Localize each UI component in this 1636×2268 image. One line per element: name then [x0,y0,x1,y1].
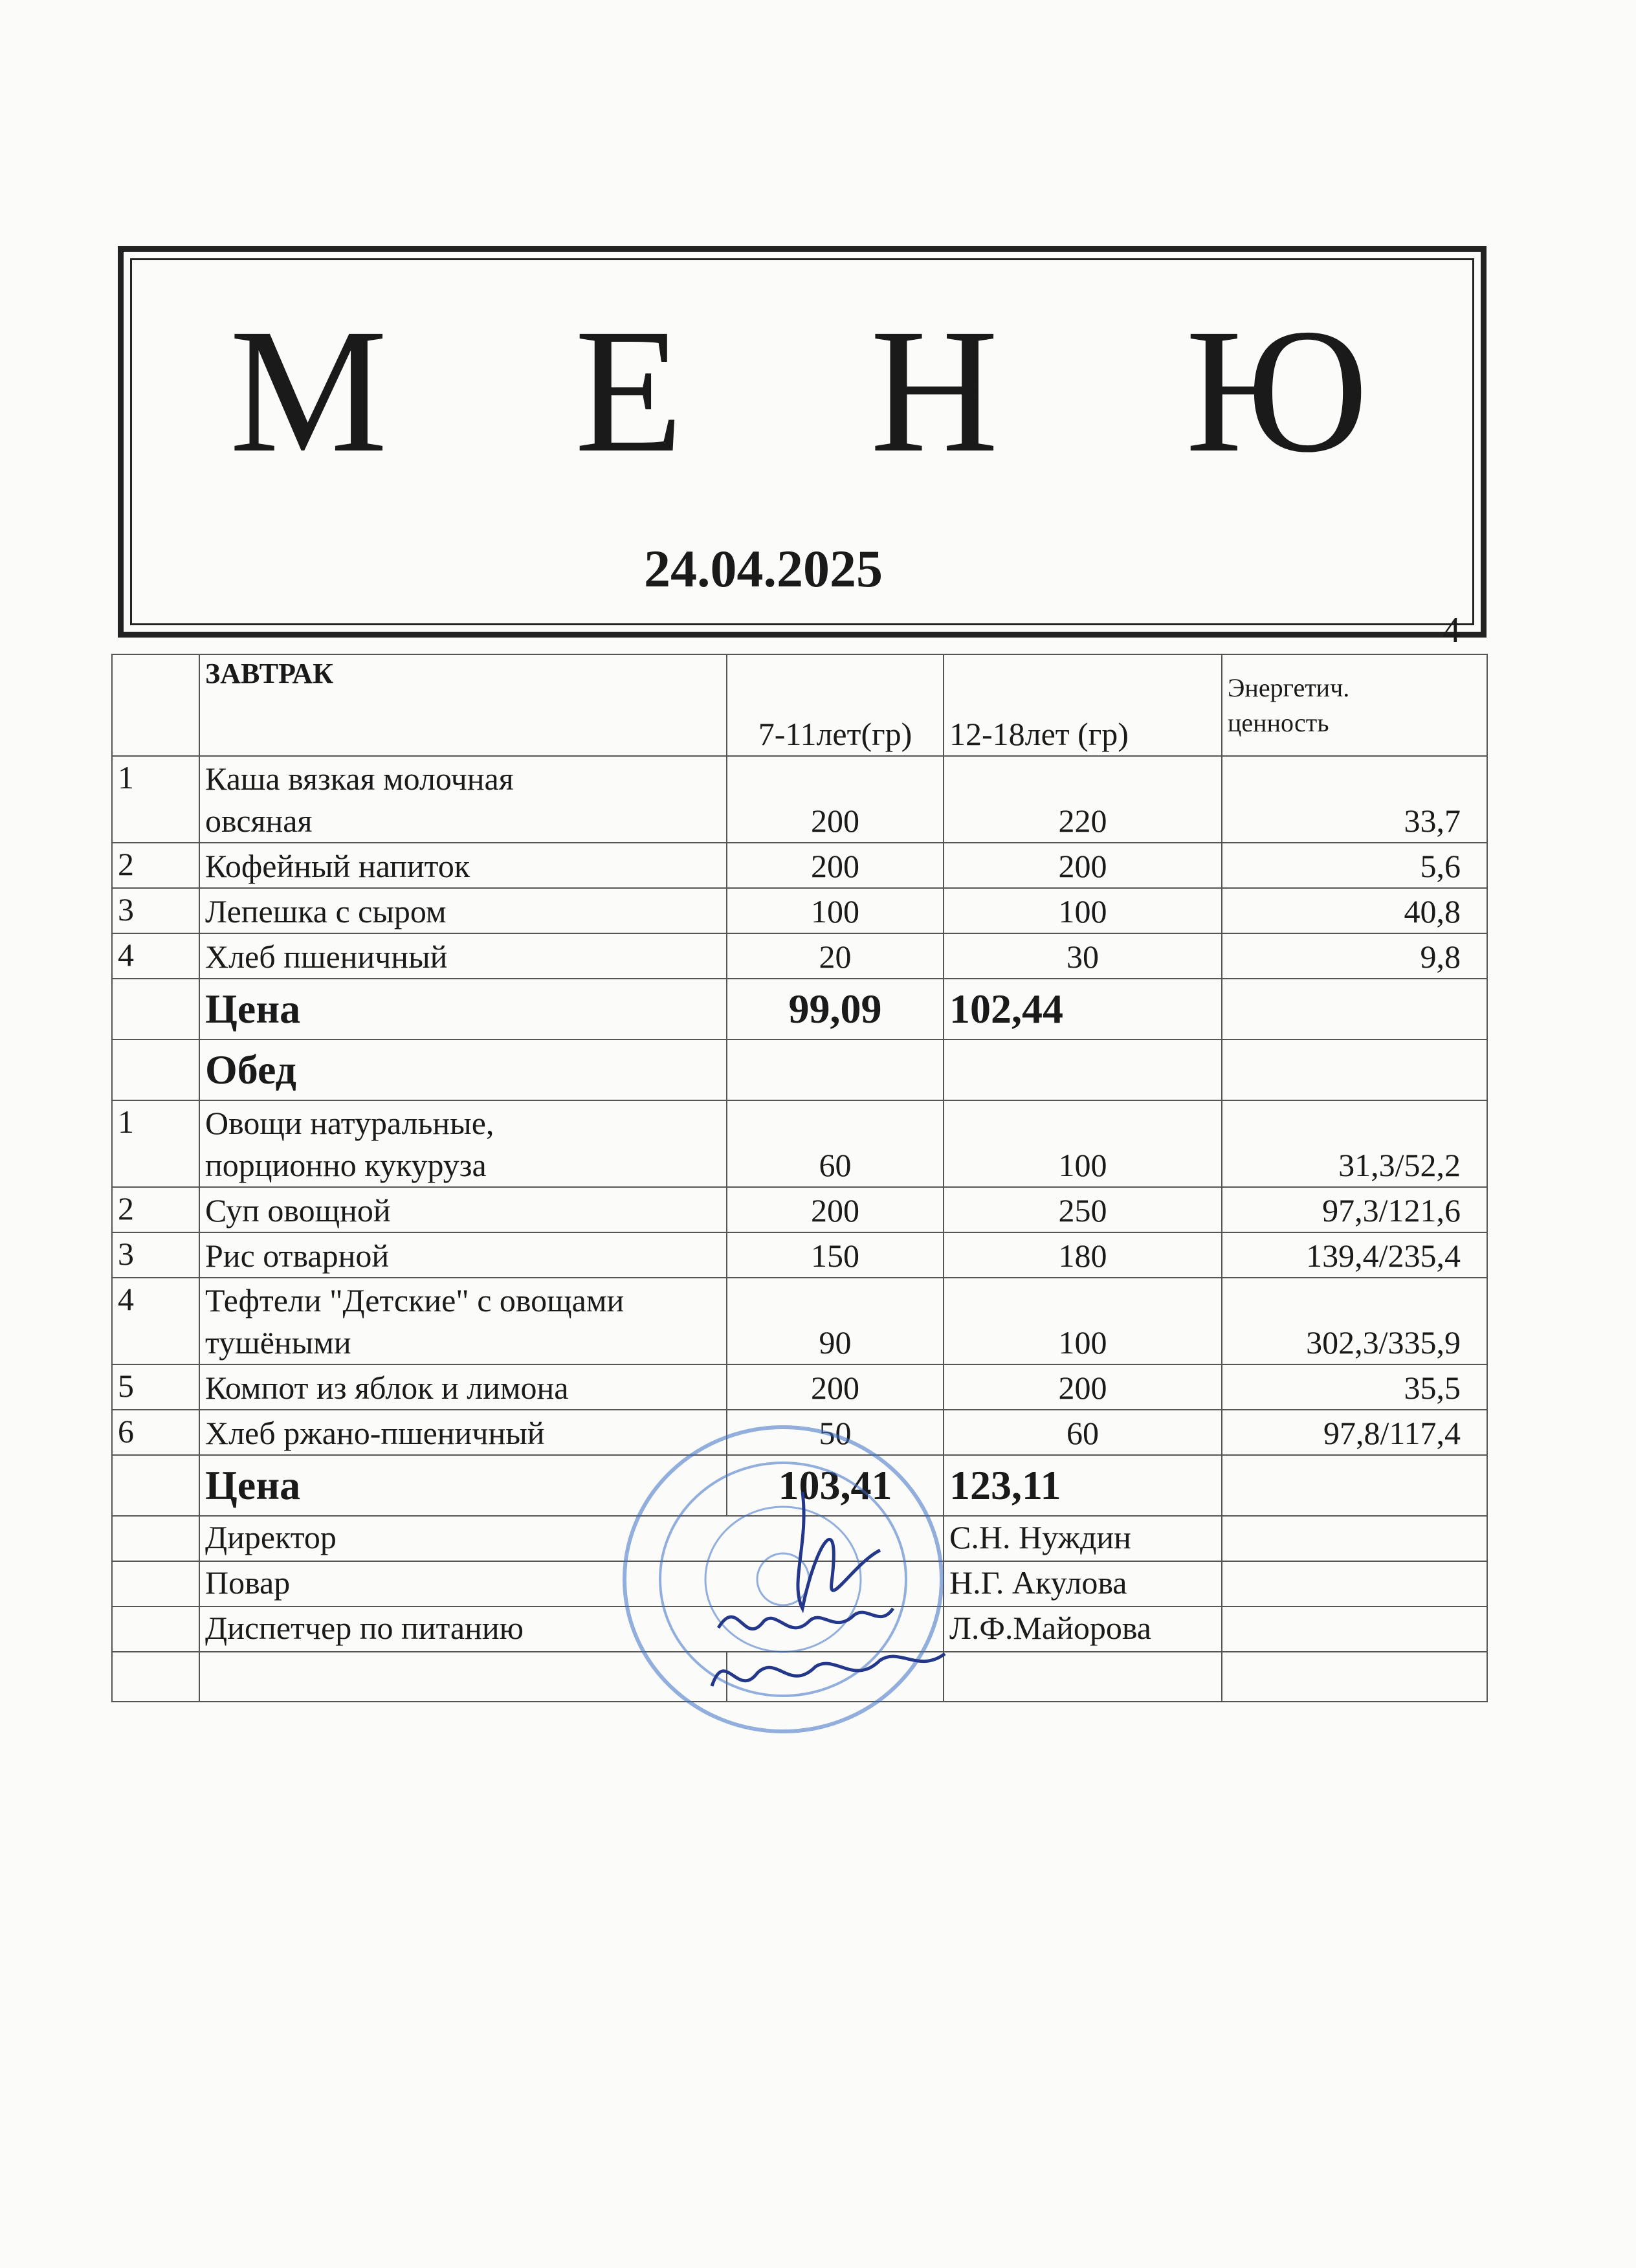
price-7-11: 103,41 [727,1455,944,1516]
portion-12-18: 100 [944,888,1222,933]
dish-name-line1: Компот из яблок и лимона [205,1370,569,1406]
cook-signature [718,1608,893,1629]
energy-value: 33,7 [1222,756,1487,843]
signature-role: Повар [199,1561,944,1606]
dish-name-line2: порционно кукуруза [205,1147,487,1183]
dish-name-line1: Хлеб пшеничный [205,939,448,975]
title-box [118,246,1487,650]
price-energy-cell [1222,1455,1487,1516]
signature-name: Л.Ф.Майорова [944,1606,1222,1652]
row-number: 4 [112,933,199,979]
energy-header-line2: ценность [1228,707,1329,737]
portion-7-11: 200 [727,756,944,843]
price-num-cell [112,1455,199,1516]
dish-name [199,888,727,933]
dish-name [199,843,727,888]
menu-title: М Е Н Ю [229,293,1440,489]
dish-name-line1: Овощи натуральные, [205,1105,494,1141]
price-12-18: 102,44 [944,979,1222,1040]
table-row [112,843,1487,888]
lunch-title: Обед [199,1040,727,1100]
energy-value: 139,4/235,4 [1222,1232,1487,1278]
dish-name-line1: Рис отварной [205,1238,390,1274]
portion-7-11: 60 [727,1100,944,1187]
dish-name [199,1187,727,1232]
header-row [112,654,1487,756]
official-stamp [608,1414,971,1751]
portion-12-18: 100 [944,1100,1222,1187]
stamp-inner-ring [660,1463,906,1696]
energy-value: 97,3/121,6 [1222,1187,1487,1232]
dish-name [199,1100,727,1187]
price-7-11: 99,09 [727,979,944,1040]
dish-name [199,933,727,979]
portion-12-18: 200 [944,843,1222,888]
energy-value: 9,8 [1222,933,1487,979]
signature-empty-cell [1222,1561,1487,1606]
price-label: Цена [199,979,727,1040]
portion-7-11: 90 [727,1278,944,1364]
portion-7-11: 20 [727,933,944,979]
portion-7-11: 150 [727,1232,944,1278]
portion-12-18: 30 [944,933,1222,979]
row-number: 4 [112,1278,199,1364]
energy-value: 97,8/117,4 [1222,1410,1487,1455]
energy-value: 35,5 [1222,1364,1487,1410]
portion-7-11: 200 [727,1364,944,1410]
dish-name-line1: Лепешка с сыром [205,893,447,929]
lunch-section-row [112,1040,1487,1100]
table-row [112,756,1487,843]
price-energy-cell [1222,979,1487,1040]
row-number: 3 [112,888,199,933]
portion-7-11: 50 [727,1410,944,1455]
dish-name [199,756,727,843]
portion-12-18: 220 [944,756,1222,843]
header-num-cell [112,654,199,756]
row-number: 3 [112,1232,199,1278]
signature-role: Директор [199,1516,944,1561]
table-row [112,933,1487,979]
breakfast-price-row [112,979,1487,1040]
section-empty-cell [1222,1040,1487,1100]
menu-date: 24.04.2025 [644,539,883,598]
portion-7-11: 200 [727,843,944,888]
blank-cell [112,1652,199,1702]
portion-7-11: 200 [727,1187,944,1232]
dish-name [199,1364,727,1410]
blank-cell [1222,1652,1487,1702]
row-number: 2 [112,843,199,888]
energy-value: 302,3/335,9 [1222,1278,1487,1364]
row-number: 5 [112,1364,199,1410]
table-row [112,888,1487,933]
price-num-cell [112,979,199,1040]
dish-name-line1: Хлеб ржано-пшеничный [205,1415,545,1451]
price-12-18: 123,11 [944,1455,1222,1516]
stamp-center-ring [705,1507,861,1652]
age-7-11-header: 7-11лет(гр) [727,654,944,756]
signature-role: Диспетчер по питанию [199,1606,944,1652]
energy-value: 31,3/52,2 [1222,1100,1487,1187]
price-label: Цена [199,1455,727,1516]
page-number: 4 [1443,610,1461,650]
director-signature [798,1492,880,1608]
row-number: 1 [112,1100,199,1187]
signature-empty-cell [1222,1606,1487,1652]
row-number: 1 [112,756,199,843]
dish-name-line1: Кофейный напиток [205,848,470,884]
table-row [112,1364,1487,1410]
signature-name: С.Н. Нуждин [944,1516,1222,1561]
dish-name-line1: Каша вязкая молочная [205,761,514,797]
stamp-seal [625,1427,942,1731]
signature-num-cell [112,1561,199,1606]
table-row [112,1278,1487,1364]
energy-header-line1: Энергетич. [1228,673,1350,702]
blank-cell [944,1652,1222,1702]
breakfast-header: ЗАВТРАК [199,654,727,756]
section-empty-cell [727,1040,944,1100]
stamp-outer-ring [625,1427,942,1731]
row-number: 2 [112,1187,199,1232]
table-row [112,1187,1487,1232]
dish-name-line2: тушёными [205,1324,351,1361]
row-number: 6 [112,1410,199,1455]
energy-value: 5,6 [1222,843,1487,888]
dish-name-line1: Тефтели "Детские" с овощами [205,1282,625,1318]
signature-empty-cell [1222,1516,1487,1561]
dish-name [199,1278,727,1364]
energy-header [1222,654,1487,756]
portion-12-18: 60 [944,1410,1222,1455]
section-empty-cell [944,1040,1222,1100]
signature-name: Н.Г. Акулова [944,1561,1222,1606]
dish-name-line2: овсяная [205,803,313,839]
portion-12-18: 180 [944,1232,1222,1278]
signature-num-cell [112,1606,199,1652]
dish-name-line1: Суп овощной [205,1192,391,1228]
section-num-cell [112,1040,199,1100]
portion-12-18: 250 [944,1187,1222,1232]
title-inner-frame [130,258,1474,650]
portion-7-11: 100 [727,888,944,933]
energy-value: 40,8 [1222,888,1487,933]
dish-name [199,1232,727,1278]
table-row [112,1232,1487,1278]
portion-12-18: 100 [944,1278,1222,1364]
age-12-18-header: 12-18лет (гр) [944,654,1222,756]
table-row [112,1100,1487,1187]
signature-num-cell [112,1516,199,1561]
portion-12-18: 200 [944,1364,1222,1410]
